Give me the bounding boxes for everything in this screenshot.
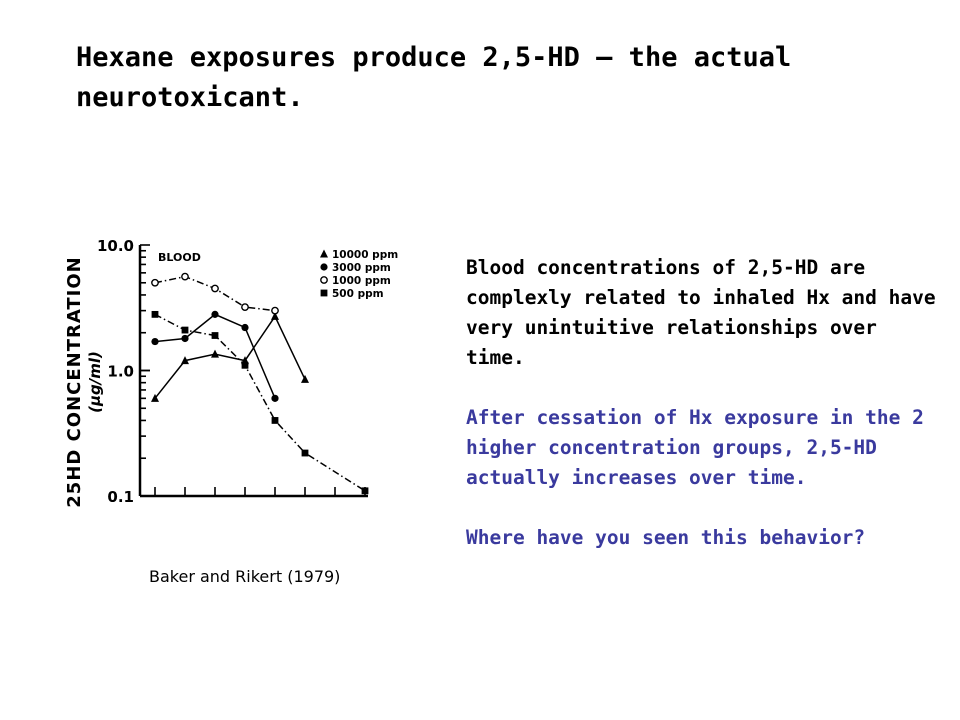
y-tick-label: 1.0 [107,362,134,381]
y-tick-label: 0.1 [107,488,134,506]
chart-legend [320,249,398,300]
legend-marker [321,290,328,297]
data-point [211,350,219,358]
y-axis-unit: (µg/ml) [86,351,104,413]
explanation-text [466,253,936,583]
series-line [155,316,305,398]
series-line [155,277,275,311]
chart-markers [151,273,368,494]
data-point [152,280,158,286]
paragraph-blood-concentrations: Blood concentrations of 2,5-HD are complexly related to inhaled Hx and have very unintuitive relationships over time. [466,256,936,369]
data-point [242,362,249,369]
data-point [211,311,218,318]
slide-title: Hexane exposures produce 2,5-HD – the actual neurotoxicant. [76,42,792,113]
figure-caption: Baker and Rikert (1979) [149,567,341,586]
y-tick-label: 10.0 [96,237,134,255]
data-point [271,395,278,402]
blood-concentration-chart [60,228,399,528]
legend-label: 10000 ppm [332,249,399,261]
data-point [241,324,248,331]
data-point [362,487,369,494]
chart-series [155,277,365,491]
paragraph-question: Where have you seen this behavior? [466,526,866,549]
data-point [181,335,188,342]
data-point [242,304,248,310]
y-axis-label: 25HD CONCENTRATION [64,256,85,508]
data-point [182,327,189,334]
data-point [182,273,188,279]
legend-label: 3000 ppm [332,262,391,274]
legend-marker [321,277,327,283]
paragraph-cessation: After cessation of Hx exposure in the 2 higher concentration groups, 2,5-HD actually increases over time. [466,406,924,489]
data-point [212,332,219,339]
legend-marker [320,263,327,270]
data-point [272,417,279,424]
blood-annotation: BLOOD [158,251,201,264]
data-point [212,285,218,291]
chart-figure [60,228,399,532]
data-point [151,338,158,345]
data-point [152,311,159,318]
data-point [301,375,309,383]
data-point [302,450,309,457]
legend-label: 500 ppm [332,288,384,300]
legend-label: 1000 ppm [332,275,391,287]
data-point [272,307,278,313]
legend-marker [320,250,328,258]
